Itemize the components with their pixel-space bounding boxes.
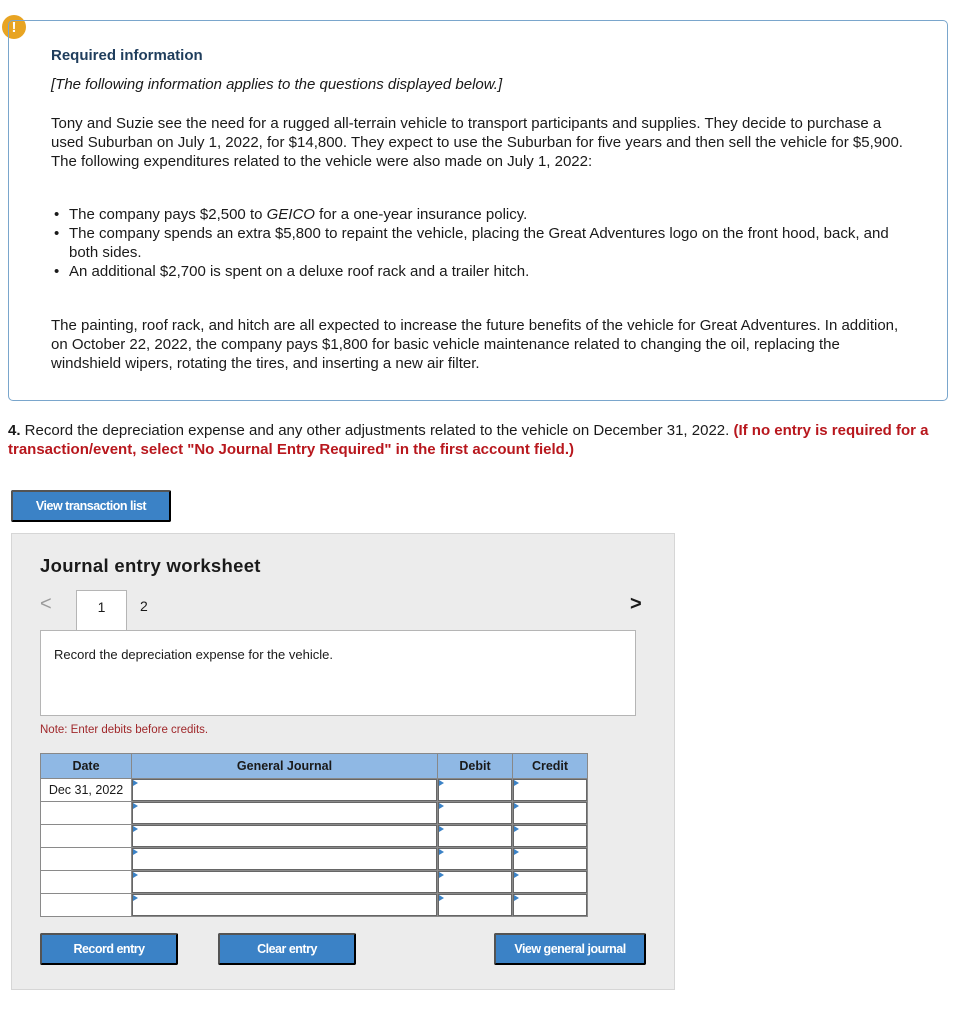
list-item: • An additional $2,700 is spent on a deluxe roof rack and a trailer hitch. (51, 262, 911, 281)
instruction-text: Record the depreciation expense for the vehicle. (54, 647, 333, 662)
credit-cell[interactable] (513, 848, 588, 871)
account-cell[interactable] (132, 825, 438, 848)
date-cell (41, 894, 132, 917)
debit-cell[interactable] (438, 779, 513, 802)
debit-input[interactable] (438, 894, 512, 916)
account-cell[interactable] (132, 871, 438, 894)
info-paragraph-1: Tony and Suzie see the need for a rugged all-terrain vehicle to transport participants and supplies. They decide to purchase a used Suburban on July 1, 2022, for $14,800. They expect to use the Suburban for five years and then sell the vehicle for $5,900. The following expenditures related to the vehicle were also made on July 1, 2022: (51, 115, 903, 170)
table-header-row (41, 754, 588, 779)
question-number: 4. (8, 422, 21, 439)
table-row (41, 848, 588, 871)
credit-cell[interactable] (513, 871, 588, 894)
account-cell[interactable] (132, 802, 438, 825)
debit-input[interactable] (438, 825, 512, 847)
credit-cell[interactable] (513, 779, 588, 802)
credit-input[interactable] (513, 779, 587, 801)
header-credit: Credit (513, 754, 588, 779)
worksheet-title: Journal entry worksheet (40, 555, 261, 576)
tab-2[interactable]: 2 (140, 598, 148, 614)
note-text: Note: Enter debits before credits. (40, 724, 209, 736)
chevron-left-icon[interactable]: < (40, 593, 52, 615)
credit-cell[interactable] (513, 894, 588, 917)
debit-cell[interactable] (438, 871, 513, 894)
question-prompt (8, 421, 958, 459)
date-cell (41, 848, 132, 871)
account-cell[interactable] (132, 848, 438, 871)
debit-input[interactable] (438, 802, 512, 824)
exclamation-icon: ! (11, 18, 17, 36)
credit-input[interactable] (513, 802, 587, 824)
question-instruction: (If no entry is required for a transaction/event, select "No Journal Entry Required" in the first account field.) (8, 422, 929, 458)
clear-entry-button[interactable]: Clear entry (218, 933, 356, 965)
header-general-journal: General Journal (132, 754, 438, 779)
credit-cell[interactable] (513, 802, 588, 825)
account-input[interactable] (132, 802, 437, 824)
account-input[interactable] (132, 848, 437, 870)
account-cell[interactable] (132, 894, 438, 917)
credit-input[interactable] (513, 848, 587, 870)
header-debit: Debit (438, 754, 513, 779)
list-item: • The company spends an extra $5,800 to repaint the vehicle, placing the Great Adventures logo on the front hood, back, and both sides. (51, 224, 911, 262)
instruction-box (40, 630, 636, 716)
date-cell (41, 871, 132, 894)
question-text: Record the depreciation expense and any other adjustments related to the vehicle on December 31, 2022. (20, 422, 734, 439)
table-row (41, 779, 588, 802)
chevron-right-icon[interactable]: > (630, 593, 642, 615)
date-cell (41, 802, 132, 825)
table-row (41, 825, 588, 848)
account-input[interactable] (132, 871, 437, 893)
account-cell[interactable] (132, 779, 438, 802)
list-item: • The company pays $2,500 to GEICO for a one-year insurance policy. (51, 205, 911, 224)
debit-cell[interactable] (438, 848, 513, 871)
journal-table (40, 753, 588, 917)
geico-emphasis: GEICO (266, 206, 315, 223)
header-date: Date (41, 754, 132, 779)
debit-cell[interactable] (438, 802, 513, 825)
info-paragraph-2: The painting, roof rack, and hitch are all expected to increase the future benefits of the vehicle for Great Adventures. In addition, on October 22, 2022, the company pays $1,800 for basic vehicle maintenance related to changing the oil, replacing the windshield wipers, rotating the tires, and inserting a new air filter. (51, 317, 899, 372)
table-row (41, 894, 588, 917)
record-entry-button[interactable]: Record entry (40, 933, 178, 965)
debit-input[interactable] (438, 848, 512, 870)
table-row (41, 802, 588, 825)
account-input[interactable] (132, 894, 437, 916)
tab-1[interactable]: 1 (76, 590, 127, 632)
info-subtitle: [The following information applies to the questions displayed below.] (51, 76, 503, 93)
credit-input[interactable] (513, 894, 587, 916)
debit-cell[interactable] (438, 825, 513, 848)
date-cell: Dec 31, 2022 (41, 779, 132, 802)
credit-cell[interactable] (513, 825, 588, 848)
info-title: Required information (51, 47, 203, 64)
credit-input[interactable] (513, 871, 587, 893)
credit-input[interactable] (513, 825, 587, 847)
view-transaction-list-button[interactable]: View transaction list (11, 490, 171, 522)
date-cell (41, 825, 132, 848)
debit-input[interactable] (438, 779, 512, 801)
account-input[interactable] (132, 779, 437, 801)
table-row (41, 871, 588, 894)
debit-input[interactable] (438, 871, 512, 893)
debit-cell[interactable] (438, 894, 513, 917)
view-general-journal-button[interactable]: View general journal (494, 933, 646, 965)
info-bullet-list (51, 205, 911, 281)
account-input[interactable] (132, 825, 437, 847)
